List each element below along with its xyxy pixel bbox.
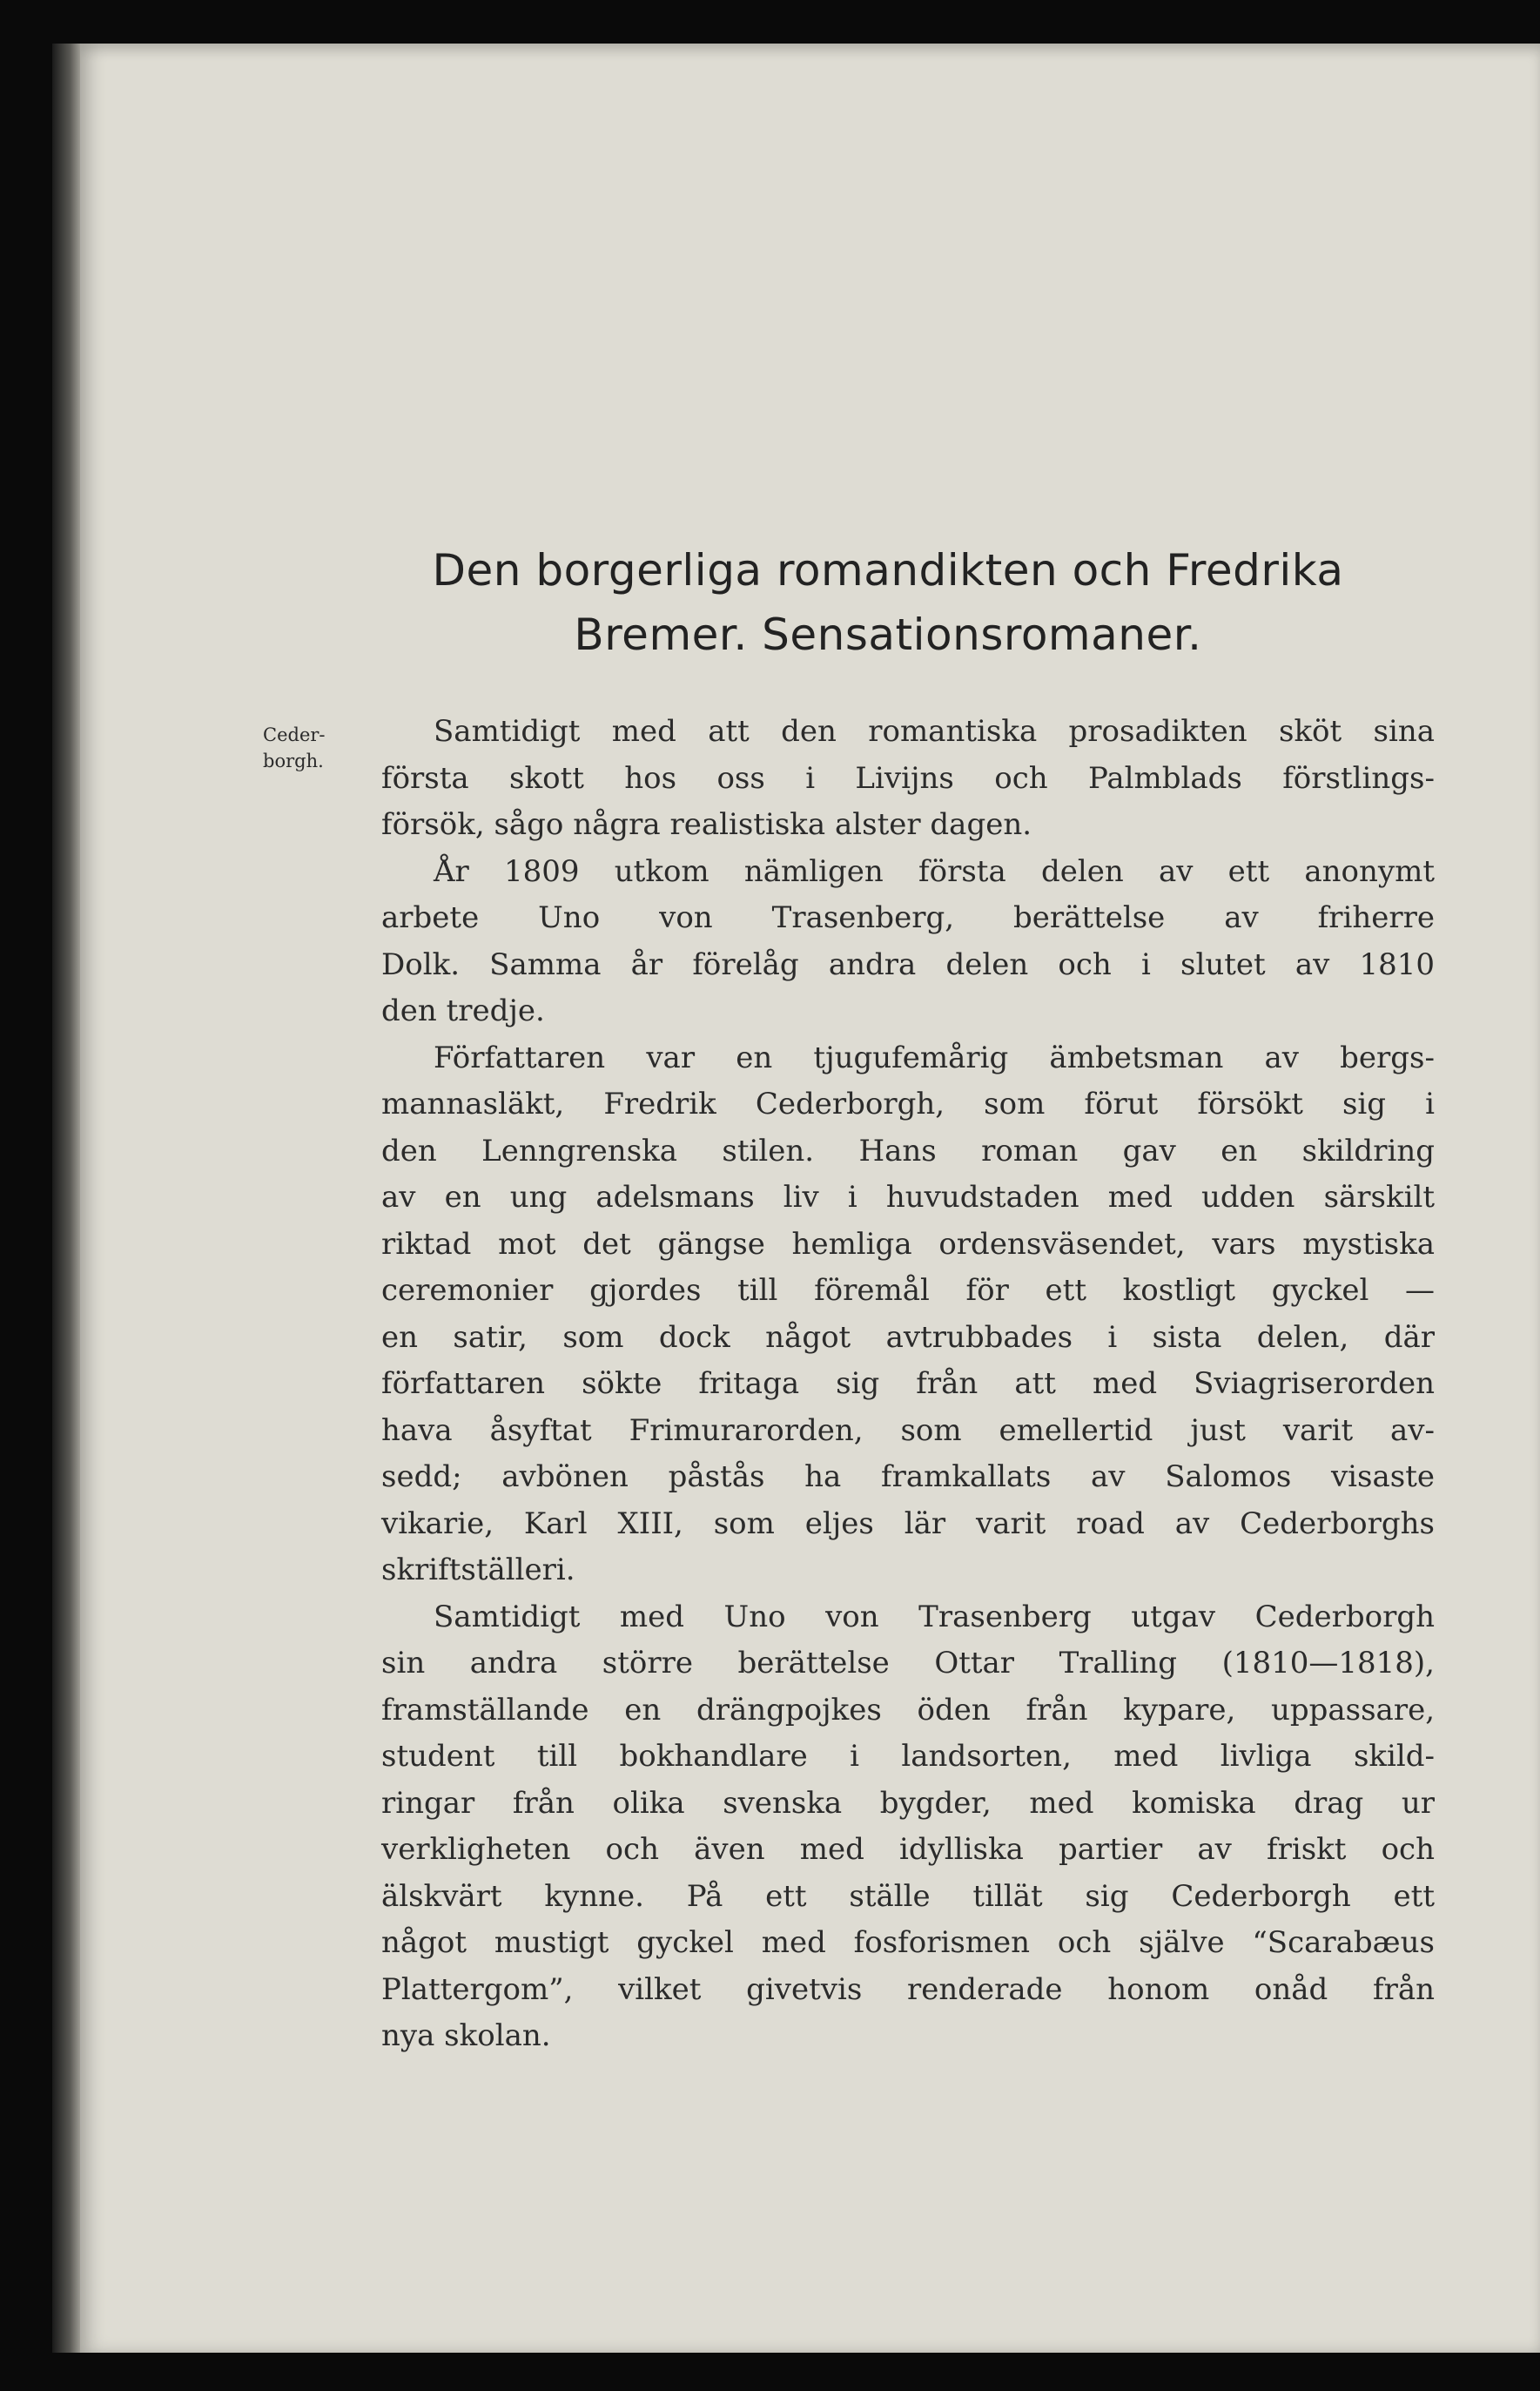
text-line: År 1809 utkom nämligen första delen av ett anonymt [434,853,1435,889]
text-line: sedd; avbönen påstås ha framkallats av Salomos visaste [381,1459,1435,1494]
text-line: av en ung adelsmans liv i huvudstaden med udden särskilt [381,1180,1435,1215]
text-line: nya skolan. [381,2018,551,2053]
margin-note-line-2: borgh. [263,751,324,771]
text-line: hava åsyftat Frimurarorden, som emellertid just varit av- [381,1412,1435,1448]
text-line: författaren sökte fritaga sig från att med Sviagriserorden [381,1366,1435,1401]
text-line: Samtidigt med Uno von Trasenberg utgav Cederborgh [434,1599,1435,1634]
paragraph-2 [381,849,1435,1035]
text-line: den tredje. [381,993,545,1028]
text-line: framställande en drängpojkes öden från kypare, uppassare, [381,1692,1435,1728]
text-line: Dolk. Samma år förelåg andra delen och i slutet av 1810 [381,946,1435,982]
text-line: student till bokhandlare i landsorten, med livliga skild- [381,1739,1435,1774]
text-line: ceremonier gjordes till föremål för ett kostligt gyckel — [381,1273,1435,1308]
paragraph-4 [381,1594,1435,2060]
text-line: riktad mot det gängse hemliga ordensväsendet, vars mystiska [381,1226,1435,1262]
text-line: mannasläkt, Fredrik Cederborgh, som förut försökt sig i [381,1087,1435,1121]
chapter-heading-line-1: Den borgerliga romandikten och Fredrika [432,545,1344,596]
text-line: ringar från olika svenska bygder, med komiska drag ur [381,1785,1435,1821]
text-line: älskvärt kynne. På ett ställe tillät sig Cederborgh ett [381,1878,1435,1914]
text-line: sin andra större berättelse Ottar Tralling (1810—1818), [381,1646,1435,1680]
paragraph-1 [381,709,1435,849]
margin-note [263,722,326,774]
text-line: försök, sågo några realistiska alster dagen. [381,807,1032,842]
text-line: skriftställeri. [381,1552,575,1587]
text-line: Plattergom”, vilket givetvis renderade honom onåd från [381,1971,1435,2007]
text-line: en satir, som dock något avtrubbades i sista delen, där [381,1319,1435,1355]
text-line: verkligheten och även med idylliska partier av friskt och [381,1832,1435,1867]
body-text [381,709,1435,2060]
text-line: Författaren var en tjugufemårig ämbetsman av bergs- [434,1040,1435,1075]
chapter-heading-line-2: Bremer. Sensationsromaner. [574,610,1202,660]
text-line: den Lenngrenska stilen. Hans roman gav en skildring [381,1133,1435,1169]
page-gutter-edge [52,44,82,2353]
paragraph-3 [381,1035,1435,1594]
chapter-heading [331,538,1445,667]
text-line: Samtidigt med att den romantiska prosadikten sköt sina [434,714,1435,749]
text-line: arbete Uno von Trasenberg, berättelse av friherre [381,900,1435,935]
text-line: vikarie, Karl XIII, som eljes lär varit road av Cederborghs [381,1505,1435,1541]
text-line: första skott hos oss i Livijns och Palmblads förstlings- [381,760,1435,796]
text-line: något mustigt gyckel med fosforismen och själve “Scarabæus [381,1925,1435,1960]
margin-note-line-1: Ceder- [263,724,326,745]
